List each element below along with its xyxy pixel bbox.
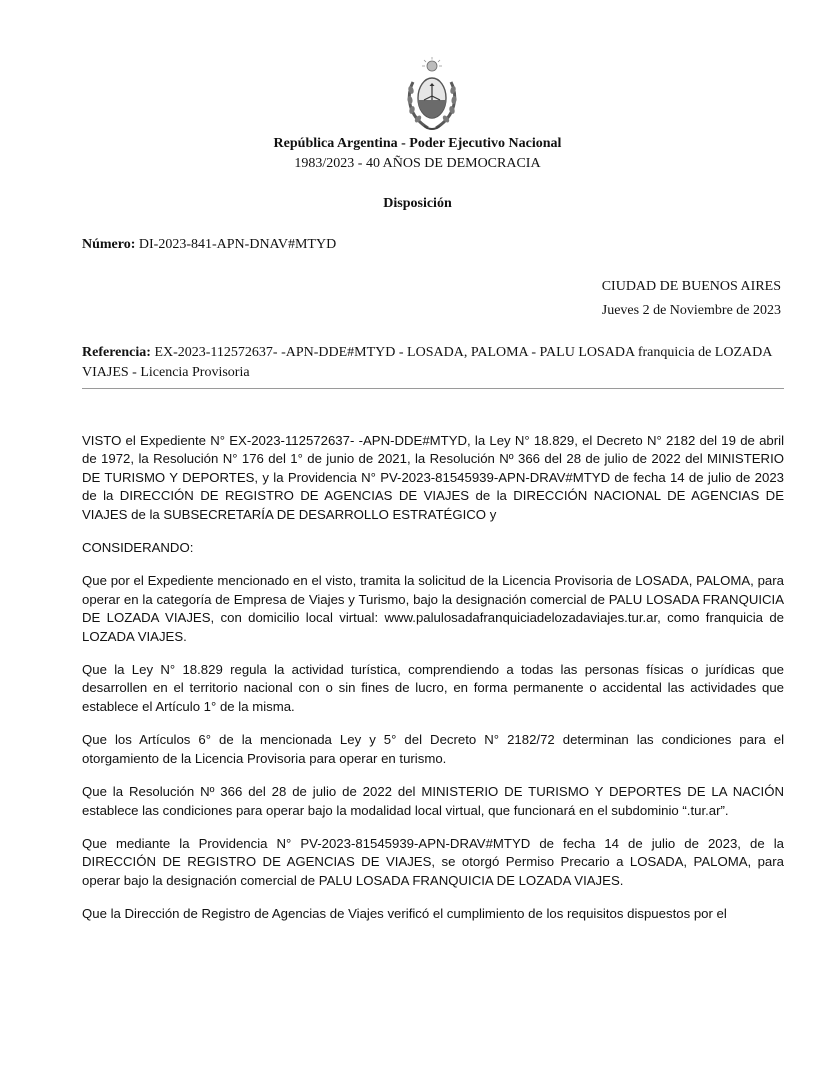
coat-of-arms-seal-icon	[404, 56, 460, 134]
paragraph-visto: VISTO el Expediente N° EX-2023-112572637- -APN-DDE#MTYD, la Ley N° 18.829, el Decreto N° 2182 del 19 de abril de 1972, la Resolución N° 176 del 1° de junio de 2021, la Resolución Nº 366 del 28 de julio de 2022 del MINISTERIO DE TURISMO Y DEPORTES, y la Providencia N° PV-2023-81545939-APN-DRAV#MTYD de fecha 14 de julio de 2023 de la DIRECCIÓN DE REGISTRO DE AGENCIAS DE VIAJES de la DIRECCIÓN NACIONAL DE AGENCIAS DE VIAJES de la SUBSECRETARÍA DE DESARROLLO ESTRATÉGICO y	[82, 433, 784, 522]
header-title: República Argentina - Poder Ejecutivo Nacional	[273, 136, 562, 151]
header-subtitle: 1983/2023 - 40 AÑOS DE DEMOCRACIA	[294, 156, 541, 171]
paragraph: Que la Resolución Nº 366 del 28 de julio de 2022 del MINISTERIO DE TURISMO Y DEPORTES DE LA NACIÓN establece las condiciones para operar bajo la modalidad local virtual, que funcionará en el subdominio “.tur.ar”.	[82, 784, 784, 818]
document-body	[82, 432, 784, 924]
paragraph-considerando: CONSIDERANDO:	[82, 540, 194, 556]
paragraph: Que la Dirección de Registro de Agencias de Viajes verificó el cumplimiento de los requisitos dispuestos por el	[82, 906, 727, 922]
document-number-value: DI-2023-841-APN-DNAV#MTYD	[138, 237, 337, 252]
paragraph: Que los Artículos 6° de la mencionada Ley y 5° del Decreto N° 2182/72 determinan las condiciones para el otorgamiento de la Licencia Provisoria para operar en turismo.	[82, 732, 784, 766]
header-divider	[82, 388, 784, 389]
paragraph: Que por el Expediente mencionado en el visto, tramita la solicitud de la Licencia Provisoria de LOSADA, PALOMA, para operar en la categoría de Empresa de Viajes y Turismo, bajo la designación comercial de PALU LOSADA FRANQUICIA DE LOZADA VIAJES, con domicilio local virtual: www.palulosadafranquiciadelozadaviajes.tur.ar, como franquicia de LOZADA VIAJES.	[82, 573, 784, 644]
document-type: Disposición	[383, 196, 452, 211]
document-number	[82, 237, 336, 253]
reference-value: EX-2023-112572637- -APN-DDE#MTYD - LOSADA, PALOMA - PALU LOSADA franquicia de LOZADA VIAJES - Licencia Provisoria	[82, 345, 772, 380]
document-place: CIUDAD DE BUENOS AIRES	[601, 279, 781, 294]
paragraph: Que mediante la Providencia N° PV-2023-81545939-APN-DRAV#MTYD de fecha 14 de julio de 2023, de la DIRECCIÓN DE REGISTRO DE AGENCIAS DE VIAJES, se otorgó Permiso Precario a LOSADA, PALOMA, para operar bajo la designación comercial de PALU LOSADA FRANQUICIA DE LOZADA VIAJES.	[82, 835, 784, 888]
reference-label: Referencia:	[82, 345, 151, 360]
document-date: Jueves 2 de Noviembre de 2023	[601, 303, 781, 318]
document-number-label: Número:	[82, 237, 136, 252]
reference	[82, 343, 782, 383]
paragraph: Que la Ley N° 18.829 regula la actividad turística, comprendiendo a todas las personas físicas o jurídicas que desarrollen en el territorio nacional con o sin fines de lucro, en forma permanente o accidental las actividades que establece el Artículo 1° de la misma.	[82, 662, 784, 714]
